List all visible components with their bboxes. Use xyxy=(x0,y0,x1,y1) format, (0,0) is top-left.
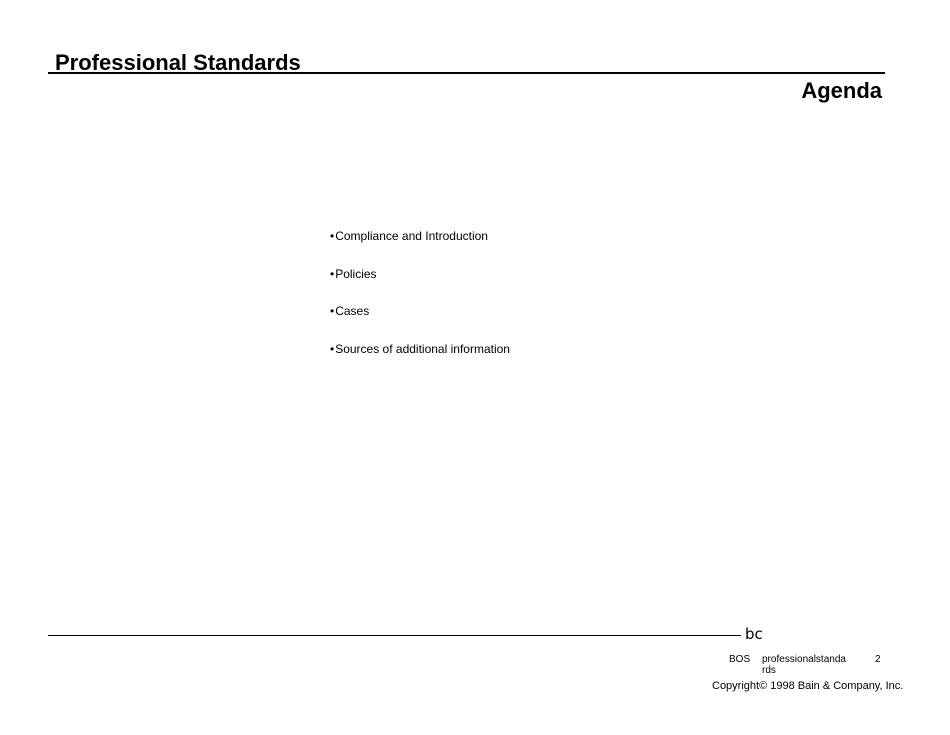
page-title: Professional Standards xyxy=(55,50,301,75)
footer-divider xyxy=(48,635,741,636)
bullet-icon: • xyxy=(330,266,335,281)
agenda-item-label: Compliance and Introduction xyxy=(335,229,488,243)
agenda-item-label: Sources of additional information xyxy=(335,341,510,356)
office-code: BOS xyxy=(729,654,751,665)
agenda-list xyxy=(330,229,510,379)
agenda-heading: Agenda xyxy=(801,78,882,103)
list-item xyxy=(330,342,510,357)
list-item xyxy=(330,304,510,319)
bullet-icon: • xyxy=(330,341,335,356)
list-item xyxy=(330,267,510,282)
agenda-item-label: Cases xyxy=(335,304,370,318)
bullet-icon: • xyxy=(330,229,335,243)
copyright-notice: Copyright© 1998 Bain & Company, Inc. xyxy=(712,680,904,692)
company-logo: bc xyxy=(745,625,763,643)
list-item xyxy=(330,229,510,244)
page-number: 2 xyxy=(875,654,881,665)
title-divider xyxy=(48,72,885,74)
file-name: professionalstandards xyxy=(762,654,846,676)
agenda-item-label: Policies xyxy=(335,266,377,281)
bullet-icon: • xyxy=(330,304,335,318)
